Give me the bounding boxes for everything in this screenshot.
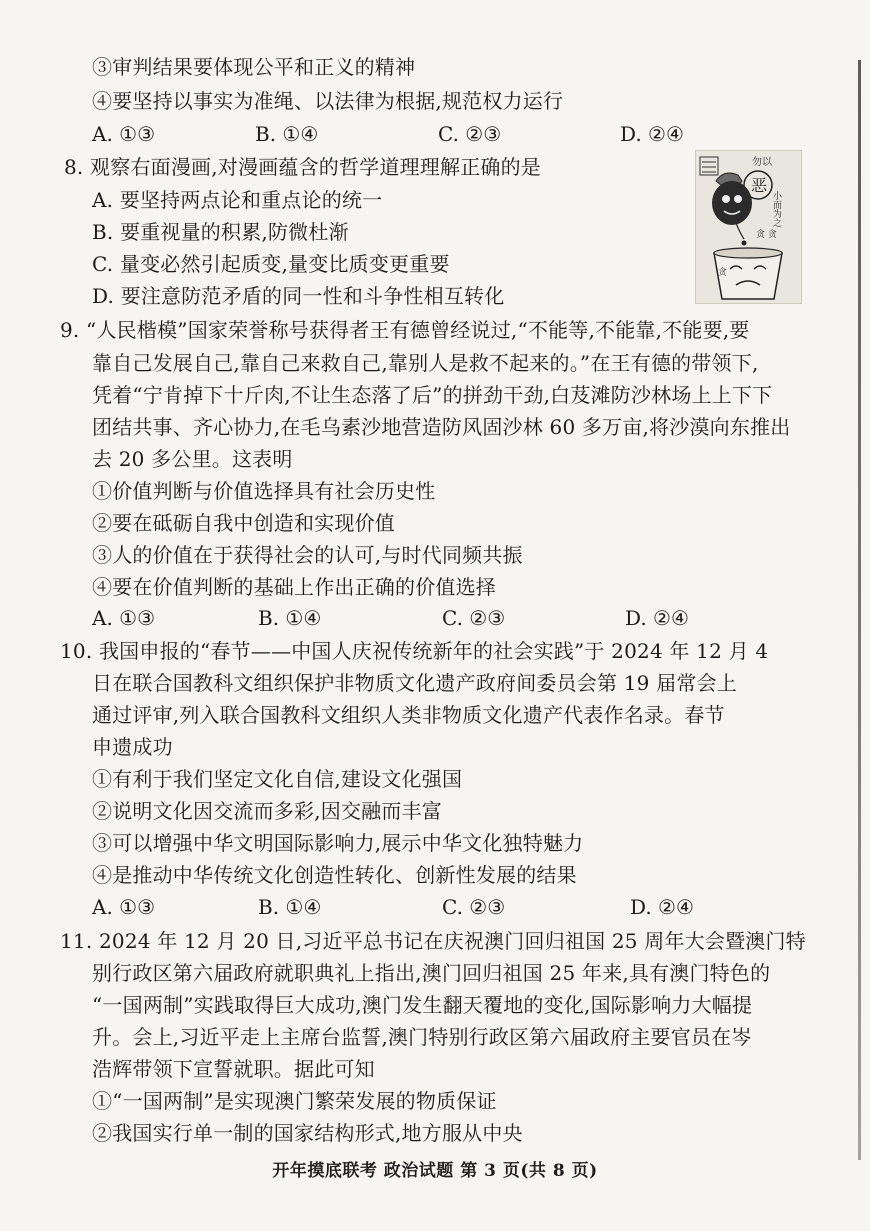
- q9-option-d: D. ②④: [625, 606, 689, 630]
- q10-item-3: ③可以增强中华文明国际影响力,展示中华文化独特魅力: [92, 831, 584, 855]
- q9-item-2: ②要在砥砺自我中创造和实现价值: [92, 511, 395, 535]
- q10-item-4: ④是推动中华传统文化创造性转化、创新性发展的结果: [92, 863, 577, 887]
- cartoon-drops-text: 贪 贪: [756, 230, 777, 240]
- q10-option-c: C. ②③: [442, 895, 506, 919]
- q9-option-a: A. ①③: [92, 606, 156, 630]
- q9-stem-line-2: 靠自己发展自己,靠自己来救自己,靠别人是救不起来的。”在王有德的带领下,: [92, 351, 759, 375]
- q7-item-3: ③审判结果要体现公平和正义的精神: [92, 55, 416, 79]
- q9-item-4: ④要在价值判断的基础上作出正确的价值选择: [92, 575, 496, 599]
- q10-stem-line-3: 通过评审,列入联合国教科文组织人类非物质文化遗产代表作名录。春节: [92, 703, 725, 727]
- q8-choice-a: A. 要坚持两点论和重点论的统一: [92, 188, 383, 212]
- q8-cartoon: [695, 150, 802, 304]
- cartoon-side-text: 小而为之: [771, 191, 781, 227]
- q10-option-a: A. ①③: [92, 895, 156, 919]
- q7-option-d: D. ②④: [620, 122, 684, 146]
- cartoon-cup-label: 贪: [718, 268, 728, 278]
- q8-choice-b: B. 要重视量的积累,防微杜渐: [92, 220, 349, 244]
- q11-stem-line-4: 升。会上,习近平走上主席台监誓,澳门特别行政区第六届政府主要官员在岑: [92, 1025, 752, 1049]
- q10-stem-line-2: 日在联合国教科文组织保护非物质文化遗产政府间委员会第 19 届常会上: [92, 671, 737, 695]
- q8-stem: 8. 观察右面漫画,对漫画蕴含的哲学道理理解正确的是: [64, 155, 541, 179]
- q9-stem-line-5: 去 20 多公里。这表明: [92, 447, 293, 471]
- q11-stem-line-5: 浩辉带领下宣誓就职。据此可知: [92, 1057, 375, 1081]
- page-footer: 开年摸底联考 政治试题 第 3 页(共 8 页): [272, 1161, 598, 1181]
- q8-choice-c: C. 量变必然引起质变,量变比质变更重要: [92, 252, 450, 276]
- q10-item-2: ②说明文化因交流而多彩,因交融而丰富: [92, 799, 442, 823]
- q9-option-c: C. ②③: [442, 606, 506, 630]
- cartoon-illustration: [696, 151, 801, 303]
- q11-item-1: ①“一国两制”是实现澳门繁荣发展的物质保证: [92, 1089, 497, 1113]
- q11-item-2: ②我国实行单一制的国家结构形式,地方服从中央: [92, 1121, 523, 1145]
- q9-item-1: ①价值判断与价值选择具有社会历史性: [92, 479, 436, 503]
- q9-item-3: ③人的价值在于获得社会的认可,与时代同频共振: [92, 543, 523, 567]
- q10-option-d: D. ②④: [630, 895, 694, 919]
- q7-option-a: A. ①③: [92, 122, 156, 146]
- q10-item-1: ①有利于我们坚定文化自信,建设文化强国: [92, 767, 463, 791]
- q9-option-b: B. ①④: [258, 606, 322, 630]
- q7-option-b: B. ①④: [255, 122, 319, 146]
- q11-stem-line-3: “一国两制”实践取得巨大成功,澳门发生翻天覆地的变化,国际影响力大幅提: [92, 993, 753, 1017]
- q9-stem-line-3: 凭着“宁肯掉下十斤肉,不让生态落了后”的拼劲干劲,白芨滩防沙林场上上下下: [92, 383, 773, 407]
- q11-stem-line-2: 别行政区第六届政府就职典礼上指出,澳门回归祖国 25 年来,具有澳门特色的: [92, 961, 771, 985]
- cartoon-evil-char: 恶: [751, 176, 768, 195]
- cartoon-top-text: 勿以: [752, 157, 772, 168]
- q7-item-4: ④要坚持以事实为准绳、以法律为根据,规范权力运行: [92, 89, 564, 113]
- q11-stem-line-1: 11. 2024 年 12 月 20 日,习近平总书记在庆祝澳门回归祖国 25 周年大会暨澳门特: [60, 929, 806, 953]
- q10-stem-line-4: 申遗成功: [92, 735, 173, 759]
- q9-stem-line-1: 9. “人民楷模”国家荣誉称号获得者王有德曾经说过,“不能等,不能靠,不能要,要: [60, 318, 750, 342]
- q7-option-c: C. ②③: [438, 122, 502, 146]
- q8-choice-d: D. 要注意防范矛盾的同一性和斗争性相互转化: [92, 284, 505, 308]
- q10-stem-line-1: 10. 我国申报的“春节——中国人庆祝传统新年的社会实践”于 2024 年 12 月 4: [60, 639, 769, 663]
- q9-stem-line-4: 团结共事、齐心协力,在毛乌素沙地营造防风固沙林 60 多万亩,将沙漠向东推出: [92, 415, 791, 439]
- scan-edge-shadow: [858, 60, 861, 1160]
- q10-option-b: B. ①④: [258, 895, 322, 919]
